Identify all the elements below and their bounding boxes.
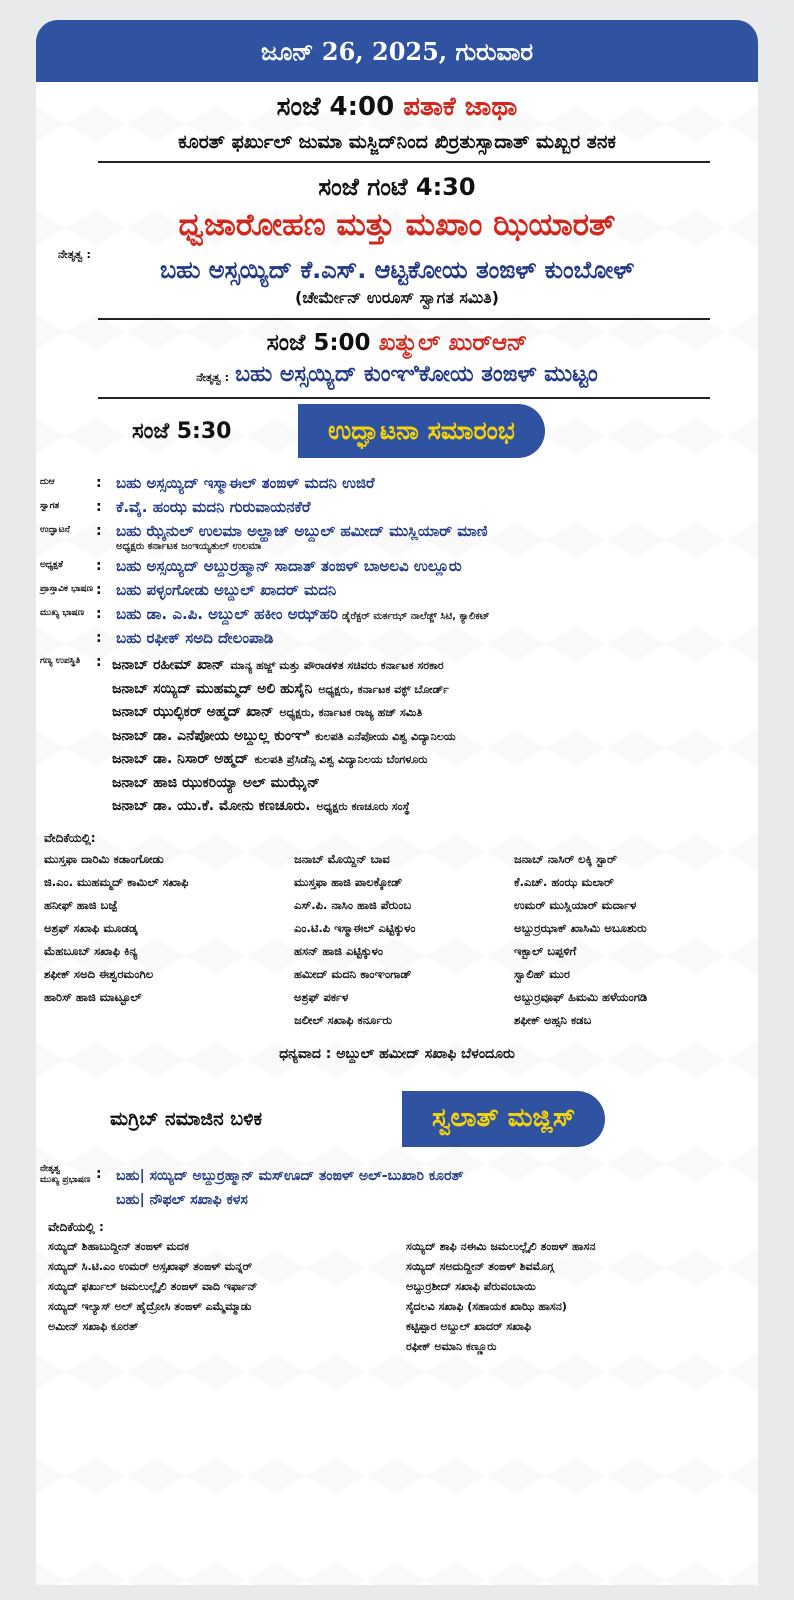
guest-name: ಜನಾಬ್ ಹಾಜಿ ಝುಕರಿಯ್ಯಾ ಅಲ್ ಮುಝೈನ್ [112,774,320,791]
guest-name: ಜನಾಬ್ ರಹೀಮ್ ಖಾನ್ [112,657,225,673]
stage-member: ಅಬ್ದುರ್ರವೂಫ್ ಹಿಮಮಿ ಹಳೆಯಂಗಡಿ [514,989,648,1004]
stage-member: ಅಶ್ರಫ್ ಪರ್ಕಳ [294,989,349,1004]
program-row [40,497,758,517]
stage-member: ಮುಸ್ತಫಾ ದಾರಿಮಿ ಕಡಾಂಗೋಡು [44,851,164,866]
guest-name: ಜನಾಬ್ ಡಾ. ಯು.ಕೆ. ಮೋನು ಕಣಚೂರು. [112,798,311,814]
inauguration-time: ಸಂಜೆ 5:30 [132,418,232,444]
program-row [40,604,758,624]
swalath-stage-member: ಸೈದಲವಿ ಸಖಾಫಿ (ಸಹಾಯಕ ಖಾಝಿ ಹಾಸನ) [406,1299,567,1313]
khatmul-title: ಖತ್ಮುಲ್ ಖುರ್‌ಆನ್ [378,330,528,356]
guest-row [112,654,758,678]
swalath-stage-member: ರಫೀಕ್ ಅಮಾನಿ ಕಣ್ಣೂರು [406,1339,497,1353]
lead-label: ನೇತೃತ್ವ : [196,371,230,384]
swalath-speaker-name: ಬಹು| ನೌಫಲ್ ಸಖಾಫಿ ಕಳಸ [116,1191,248,1208]
khatmul-heading [36,330,758,356]
program-person: ಕೆ.ವೈ. ಹಂಝ ಮದನಿ ಗುರುವಾಯನಕೆರೆ [116,498,311,516]
procession-heading [36,92,758,123]
swalath-stage-member: ಸಯ್ಯಿದ್ ಫರ್ಖುಲ್ ಜಮಲುಲ್ಲೈಲಿ ತಂಙಳ್ ವಾದಿ ಇರ್ಫಾನ್ [48,1279,258,1293]
swalath-stage-member: ಅಮೀನ್ ಸಖಾಫಿ ಕೂರತ್ [48,1319,139,1333]
program-entry [116,580,336,600]
swalath-stage-member: ಅಬ್ದುರ್ರಶೀದ್ ಸಖಾಫಿ ಪೆರುವಂಬಾಯಿ [406,1279,536,1293]
guest-name: ಜನಾಬ್ ಡಾ. ಎನೆಪೋಯ ಅಬ್ದುಲ್ಲ ಕುಂಞಿ [112,727,310,744]
procession-title: ಪತಾಕೆ ಜಾಥಾ [403,92,518,122]
program-row [40,628,758,648]
stage-member: ಅಶ್ರಫ್ ಸಖಾಫಿ ಮೂಡಡ್ಕ [44,920,138,935]
colon: : [96,1165,102,1182]
guest-title: ಅಧ್ಯಕ್ಷರು, ಕರ್ನಾಟಕ ವಕ್ಫ್ ಬೋರ್ಡ್ [318,682,449,696]
stage-member: ಹಸನ್ ಹಾಜಿ ಎಟ್ಟಿಕ್ಕುಳಂ [294,943,383,958]
program-person: ಬಹು ರಫೀಕ್ ಸಅದಿ ದೇಲಂಪಾಡಿ [116,629,274,647]
swalath-stage-member: ಸಯ್ಯಿದ್ ಶಾಫಿ ನಈಮಿ ಜಮಲುಲ್ಲೈಲಿ ತಂಙಳ್ ಹಾಸನ [406,1239,596,1253]
stage-member: ಕೆ.ಎಚ್. ಹಂಝ ಮಲಾರ್ [514,874,614,889]
program-card [36,20,758,1585]
program-entry [116,521,488,552]
stage-member: ಜನಾಬ್ ಮೊಯ್ದಿನ್ ಬಾವ [294,851,390,866]
stage-column-2 [294,848,514,1032]
colon: : [96,523,102,539]
stage-member: ಜಿ.ಎಂ. ಮುಹಮ್ಮದ್ ಕಾಮಿಲ್ ಸಖಾಫಿ [44,874,189,889]
colon: : [96,606,102,622]
program-person: ಬಹು ಝೈನುಲ್ ಉಲಮಾ ಅಲ್ಹಾಜ್ ಅಬ್ದುಲ್ ಹಮೀದ್ ಮುಸ್ಲಿಯಾರ್ ಮಾಣಿ [116,522,488,540]
stage-member: ಎಂ.ಟಿ.ಪಿ ಇಸ್ಮಾಈಲ್ ಎಟ್ಟಿಕ್ಕುಳಂ [294,920,416,935]
swalath-lead-row [40,1164,758,1212]
program-person: ಬಹು ಪಳ್ಳಂಗೋಡು ಅಬ್ದುಲ್ ಖಾದರ್ ಮದನಿ [116,581,337,599]
flag-hoisting-time: ಸಂಜೆ ಗಂಟೆ 4:30 [318,173,476,201]
swalath-labels [40,1164,96,1186]
stage-label: ವೇದಿಕೆಯಲ್ಲಿ: [44,830,96,845]
khatmul-lead-name: ಬಹು ಅಸ್ಸಯ್ಯಿದ್ ಕುಂಞಿಕೋಯ ತಂಙಳ್ ಮುಟ್ಟಂ [235,362,598,387]
swalath-lead-label: ನೇತೃತ್ವ [40,1163,61,1174]
swalath-stage-member: ಸಯ್ಯಿದ್ ಸಅದುದ್ದೀನ್ ತಂಙಳ್ ಶಿವಮೊಗ್ಗ [406,1259,554,1273]
colon: : [96,654,102,670]
swalath-details [36,1164,758,1357]
program-person-title: ಡೈರೆಕ್ಟರ್ ಮರ್ಕಝ್ ನಾಲೆಡ್ಜ್ ಸಿಟಿ, ಕ್ಯಾಲಿಕಟ್ [341,611,490,622]
stage-member: ಎಸ್.ಪಿ. ನಾಸಿಂ ಹಾಜಿ ಪೆರುಂಬ [294,897,412,912]
stage-column-1 [44,848,294,1032]
divider [98,161,710,163]
swalath-stage-member: ಸಯ್ಯಿದ್ ಶಿಹಾಬುದ್ದೀನ್ ತಂಙಳ್ ಮದಕ [48,1239,189,1253]
stage-columns [36,848,758,1032]
khatmul-lead [36,362,758,387]
stage-member: ಜನಾಬ್ ನಾಸಿರ್ ಲಕ್ಕಿ ಸ್ಟಾರ್ [514,851,617,866]
guest-title: ಕುಲಪತಿ ಪ್ರೆಸಿಡೆನ್ಸಿ ವಿಶ್ವ ವಿದ್ಯಾನಿಲಯ ಬೆಂಗಳೂರು [254,753,428,766]
guest-name: ಜನಾಬ್ ಡಾ. ನಿಸಾರ್ ಅಹ್ಮದ್ [112,751,249,767]
program-person: ಬಹು ಅಸ್ಸಯ್ಯಿದ್ ಅಬ್ದುರ್ರಹ್ಮಾನ್ ಸಾದಾತ್ ತಂಙಳ್ ಬಾಅಲವಿ ಉಲ್ಲೂರು [116,557,462,575]
program-person: ಬಹು ಅಸ್ಸಯ್ಯಿದ್ ಇಸ್ಮಾಈಲ್ ತಂಙಳ್ ಮದನಿ ಉಜಿರೆ [116,474,375,492]
swalath-label: ಮಗ್ರಿಬ್ ನಮಾಜಿನ ಬಳಿಕ [110,1107,263,1130]
guest-row [112,701,758,725]
program-role: ದುಆ [40,477,55,487]
guest-row [112,772,758,796]
guest-title: ಅಧ್ಯಕ್ಷರು, ಕರ್ನಾಟಕ ರಾಜ್ಯ ಹಜ್ ಸಮಿತಿ [279,706,423,719]
colon: : [96,630,102,646]
lead-label: ನೇತೃತ್ವ : [58,248,91,261]
swalath-column-2 [406,1237,736,1357]
program-role: ಮುಖ್ಯ ಭಾಷಣ [40,608,85,618]
committee-note: (ಚೇರ್ಮೇನ್ ಉರೂಸ್ ಸ್ವಾಗತ ಸಮಿತಿ) [295,288,499,307]
program-role: ಪ್ರಾಸ್ತಾವಿಕ ಭಾಷಣ [40,584,93,594]
date-text: ಜೂನ್ 26, 2025, ಗುರುವಾರ [260,36,534,66]
stage-column-3 [514,848,754,1032]
colon: : [96,582,102,598]
program-entry [116,497,310,517]
inauguration-title-pill: ಉದ್ಘಾಟನಾ ಸಮಾರಂಭ [298,404,545,458]
program-row [40,521,758,552]
swalath-stage-columns [40,1237,758,1357]
stage-member: ಮೆಹಬೂಬ್ ಸಖಾಫಿ ಕಿನ್ಯ [44,943,138,958]
khatmul-time: ಸಂಜೆ 5:00 [266,330,371,356]
procession-time: ಸಂಜೆ 4:00 [276,92,395,122]
divider [98,397,710,399]
swalath-stage-label: ವೇದಿಕೆಯಲ್ಲಿ : [48,1219,104,1234]
thanks-line: ಧನ್ಯವಾದ : ಅಬ್ದುಲ್ ಹಮೀದ್ ಸಖಾಫಿ ಬೆಳಂದೂರು [279,1045,515,1062]
guests-label: ಗಣ್ಯ ಉಪಸ್ಥಿತಿ [40,656,81,666]
guest-row [112,678,758,702]
date-banner [36,20,758,82]
swalath-stage-member: ಸಯ್ಯಿದ್ ಸಿ.ಟಿ.ಎಂ ಉಮರ್ ಅಸ್ಸಖಾಫ್ ತಂಙಳ್ ಮನ್ನರ್ [48,1259,253,1273]
program-row [40,556,758,576]
guest-row [112,795,758,819]
program-entry [116,628,273,648]
program-role: ಅಧ್ಯಕ್ಷತೆ [40,560,63,570]
flag-hoisting-title: ಧ್ವಜಾರೋಹಣ ಮತ್ತು ಮಖಾಂ ಝಿಯಾರತ್ [178,207,616,243]
swalath-stage-member: ಕಟ್ಟಿಪ್ಪಾರ ಅಬ್ದುಲ್ ಖಾದರ್ ಸಖಾಫಿ [406,1319,532,1333]
stage-member: ಉಮರ್ ಮುಸ್ಲಿಯಾರ್ ಮರ್ದಾಳ [514,897,637,912]
swalath-names [116,1164,463,1212]
stage-member: ಮುಸ್ತಫಾ ಹಾಜಿ ಪಾಲಕ್ಕೋಡ್ [294,874,403,889]
program-person-desc: ಅಧ್ಯಕ್ಷರು ಕರ್ನಾಟಕ ಜಂಇಯ್ಯತುಲ್ ಉಲಮಾ [116,541,262,552]
stage-member: ಹಮೀದ್ ಮದನಿ ಕಾಂಞಂಗಾಡ್ [294,966,412,981]
colon: : [96,558,102,574]
swalath-speech-label: ಮುಖ್ಯ ಪ್ರಭಾಷಣ [40,1174,91,1185]
flag-hoisting-lead-name: ಬಹು ಅಸ್ಸಯ್ಯಿದ್ ಕೆ.ಎಸ್. ಆಟ್ಟಕೋಯ ತಂಙಳ್ ಕುಂಬೋಳ್ [159,256,635,284]
guest-title: ಕುಲಪತಿ ಎನೆಪೋಯ ವಿಶ್ವ ವಿದ್ಯಾನಿಲಯ [315,729,456,743]
swalath-heading [36,1090,758,1148]
program-person: ಬಹು ಡಾ. ಎ.ಪಿ. ಅಬ್ದುಲ್ ಹಕೀಂ ಅಝ್‌ಹರಿ [116,605,338,623]
program-entry [116,473,375,493]
flag-hoisting-lead-name-wrap [36,256,758,284]
program-entry [116,556,462,576]
program-entry [116,604,490,624]
guest-name: ಜನಾಬ್ ಝುಲ್ಫಿಕರ್ ಅಹ್ಮದ್ ಖಾನ್ [112,704,274,720]
stage-member: ಅಬ್ದುರ್ರಝಾಕ್ ಖಾಸಿಮಿ ಅಬೂಶುರು [514,920,647,935]
swalath-stage-member: ಸಯ್ಯಿದ್ ಇಲ್ಯಾಸ್ ಅಲ್ ಹೈದ್ರೋಸಿ ತಂಙಳ್ ಎಮ್ಮೆಮ್ಮಾಡು [48,1299,252,1313]
guest-title: ಅಧ್ಯಕ್ಷರು ಕಣಚೂರು ಸಂಸ್ಥೆ [316,800,411,813]
procession-route: ಕೂರತ್ ಫರ್ಖುಲ್ ಜುಮಾ ಮಸ್ಜಿದ್‌ನಿಂದ ಖಿರ್ರತುಸ್ಸಾದಾತ್ ಮಖ್ಬರ ತನಕ [178,131,616,153]
program-row [40,473,758,493]
stage-member: ಹನೀಫ್ ಹಾಜಿ ಬಜ್ಪೆ [44,897,118,912]
stage-member: ಜಲೀಲ್ ಸಖಾಫಿ ಕರ್ನೂರು [294,1012,393,1027]
guest-title: ಮಾನ್ಯ ಹಜ್ಜ್ ಮತ್ತು ಪೌರಾಡಳಿತ ಸಚಿವರು ಕರ್ನಾಟಕ ಸರಕಾರ [230,659,444,672]
colon: : [96,475,102,491]
program-role: ಉದ್ಘಾಟನೆ [40,525,70,535]
program-row [40,580,758,600]
stage-member: ಸ್ವಾಲಿಹ್ ಮುರ [514,966,570,981]
swalath-title-pill: ಸ್ವಲಾತ್ ಮಜ್ಲಿಸ್ [402,1091,605,1147]
divider [98,318,710,320]
stage-member: ಶಫೀಕ್ ಅಹ್ಸನಿ ಕಡಬ [514,1012,592,1027]
program-role: ಸ್ವಾಗತ [40,501,60,511]
stage-member: ಹಾರಿಸ್ ಹಾಜಿ ಮಾಟ್ಟೂಲ್ [44,989,142,1004]
guests-list [112,654,758,819]
swalath-column-1 [48,1237,406,1357]
inauguration-heading [36,403,758,459]
swalath-lead-name: ಬಹು| ಸಯ್ಯಿದ್ ಅಬ್ದುರ್ರಹ್ಮಾನ್ ಮಸ್‌ಊದ್ ತಂಙಳ್ ಅಲ್-ಬುಖಾರಿ ಕೂರತ್ [116,1167,464,1184]
guest-row [112,725,758,749]
stage-member: ಇಕ್ಬಾಲ್ ಬಪ್ಪಳಿಗೆ [514,943,577,958]
program-list [36,473,758,648]
colon: : [96,499,102,515]
guest-row [112,748,758,772]
stage-member: ಶಫೀಕ್ ಸಅದಿ ಈಶ್ವರಮಂಗಿಲ [44,966,154,981]
guest-name: ಜನಾಬ್ ಸಯ್ಯಿದ್ ಮುಹಮ್ಮದ್ ಅಲಿ ಹುಸೈನಿ [112,680,313,697]
program-role [40,628,96,632]
